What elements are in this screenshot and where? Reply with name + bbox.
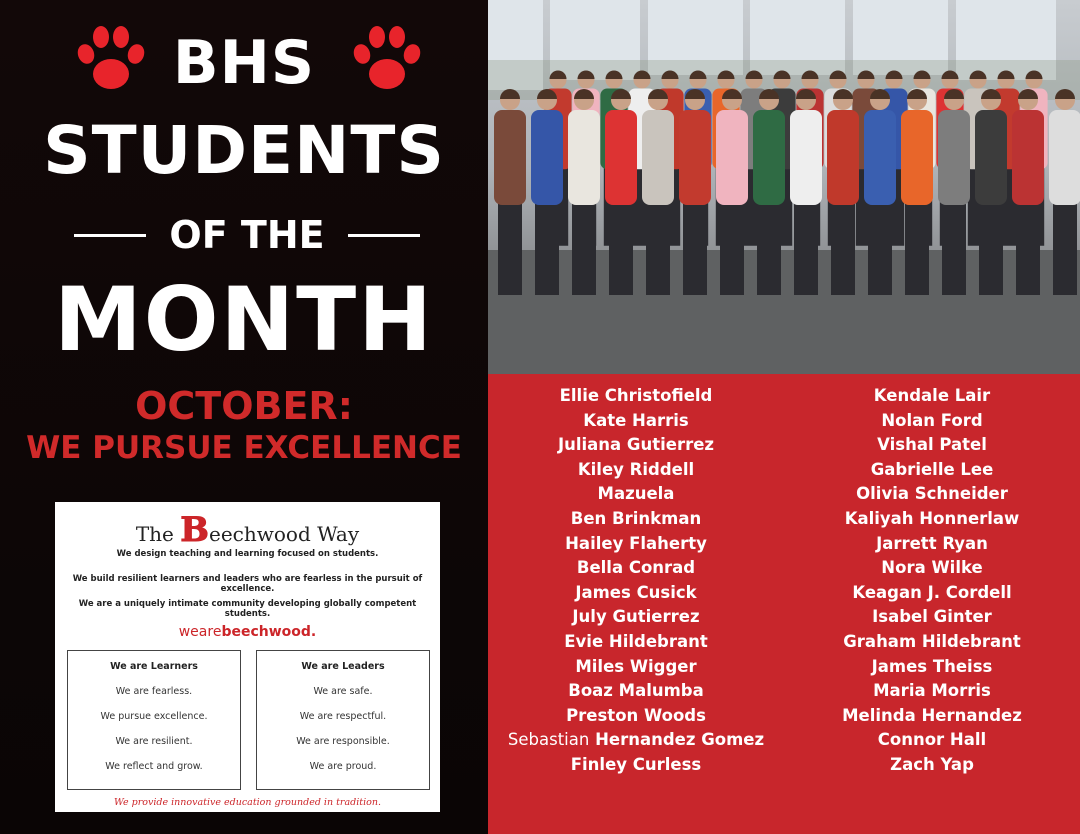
student-name: James Theiss: [871, 656, 993, 676]
student-name: Connor Hall: [877, 730, 987, 750]
person-body: [605, 110, 637, 205]
person-legs: [1053, 200, 1077, 295]
beechwood-way-card: [55, 502, 440, 812]
leaders-item: We are safe.: [313, 686, 373, 697]
student-name: Evie Hildebrant: [564, 631, 708, 651]
title-of-the: OF THE: [169, 213, 325, 257]
student-name: Juliana Gutierrez: [557, 435, 715, 455]
leaders-box: [256, 650, 430, 790]
students-column-left: [488, 384, 784, 778]
student-name: Jarrett Ryan: [876, 533, 988, 553]
person-body: [716, 110, 748, 205]
student-name: Kendale Lair: [873, 386, 991, 405]
person-legs: [1016, 200, 1040, 295]
student-name: Kiley Riddell: [577, 459, 695, 479]
person-legs: [942, 200, 966, 295]
person-legs: [683, 200, 707, 295]
leaders-item: We are proud.: [309, 761, 377, 772]
card-statement: We design teaching and learning focused on students.: [116, 549, 379, 559]
person-body: [790, 110, 822, 205]
student-name: Vishal Patel: [877, 435, 987, 455]
students-column-right: [784, 384, 1080, 778]
card-title: [55, 510, 440, 550]
student-name: Kaliyah Honnerlaw: [844, 508, 1020, 528]
person-body: [938, 110, 970, 205]
student-name: Nolan Ford: [881, 410, 983, 430]
student-name: Kate Harris: [583, 410, 689, 430]
beechwood-b-logo: B: [180, 510, 209, 550]
card-statement: We build resilient learners and leaders who are fearless in the pursuit of excellence.: [72, 574, 423, 594]
student-name: Gabrielle Lee: [870, 459, 994, 479]
month-label: OCTOBER:: [135, 384, 353, 428]
student-name: Keagan J. Cordell: [852, 582, 1012, 602]
group-photo-illustration: [488, 0, 1080, 374]
person-legs: [498, 200, 522, 295]
title-of-the-row: [74, 210, 420, 260]
person-body: [1012, 110, 1044, 205]
person-legs: [757, 200, 781, 295]
person-body: [494, 110, 526, 205]
card-title-prefix: The: [135, 522, 174, 546]
student-name: Ellie Christofield: [559, 386, 713, 405]
person-body: [864, 110, 896, 205]
learners-item: We are resilient.: [115, 736, 193, 747]
group-photo: [488, 0, 1080, 374]
student-first-name: Sebastian: [507, 730, 590, 750]
person-body: [679, 110, 711, 205]
student-name: Melinda Hernandez: [842, 705, 1022, 725]
learners-title: We are Learners: [110, 661, 198, 672]
person-body: [753, 110, 785, 205]
person-legs: [868, 200, 892, 295]
person-legs: [831, 200, 855, 295]
tag-brand: beechwood.: [221, 624, 317, 640]
learners-box: [67, 650, 241, 790]
student-name: Preston Woods: [566, 705, 706, 725]
student-name: Miles Wigger: [575, 656, 697, 676]
card-title-rest: eechwood Way: [209, 522, 360, 546]
card-footer: We provide innovative education grounded in tradition.: [114, 797, 381, 808]
student-name: Ben Brinkman: [570, 508, 702, 528]
divider: [74, 234, 146, 237]
tag-we-are: weare: [178, 624, 222, 640]
title-bhs: BHS: [172, 28, 316, 98]
person-legs: [535, 200, 559, 295]
person-legs: [905, 200, 929, 295]
student-name: Olivia Schneider: [856, 484, 1008, 504]
student-name: Finley Curless: [570, 754, 702, 774]
student-name: Bella Conrad: [576, 558, 696, 578]
learners-item: We reflect and grow.: [105, 761, 203, 772]
person-body: [827, 110, 859, 205]
student-name: July Gutierrez: [572, 607, 700, 627]
person-legs: [609, 200, 633, 295]
person-legs: [794, 200, 818, 295]
person-legs: [572, 200, 596, 295]
student-name: Boaz Malumba: [568, 681, 704, 701]
leaders-item: We are respectful.: [299, 711, 387, 722]
student-name: Graham Hildebrant: [843, 631, 1021, 651]
divider: [348, 234, 420, 237]
student-name: James Cusick: [575, 582, 697, 602]
we-are-beechwood-tag: [55, 624, 440, 640]
title-panel: [0, 0, 488, 834]
student-name: Maria Morris: [873, 681, 991, 701]
person-body: [975, 110, 1007, 205]
person-legs: [646, 200, 670, 295]
student-last-name: Hernandez Gomez: [595, 730, 765, 750]
person-body: [568, 110, 600, 205]
person-body: [1049, 110, 1080, 205]
student-name: Zach Yap: [890, 754, 974, 774]
person-body: [642, 110, 674, 205]
student-name: Nora Wilke: [881, 558, 983, 578]
title-month: MONTH: [54, 268, 434, 371]
learners-item: We pursue excellence.: [100, 711, 208, 722]
learners-item: We are fearless.: [115, 686, 193, 697]
card-statement: We are a uniquely intimate community developing globally competent students.: [78, 599, 417, 619]
person-legs: [979, 200, 1003, 295]
student-name: Mazuela: [597, 484, 675, 504]
student-name: [488, 728, 784, 753]
leaders-title: We are Leaders: [301, 661, 385, 672]
student-name: Hailey Flaherty: [565, 533, 707, 553]
title-students: STUDENTS: [43, 112, 445, 189]
student-name: Isabel Ginter: [872, 607, 992, 627]
theme-label: WE PURSUE EXCELLENCE: [26, 430, 462, 466]
person-body: [901, 110, 933, 205]
person-body: [531, 110, 563, 205]
person-legs: [720, 200, 744, 295]
students-list-panel: [488, 374, 1080, 834]
leaders-item: We are responsible.: [296, 736, 390, 747]
